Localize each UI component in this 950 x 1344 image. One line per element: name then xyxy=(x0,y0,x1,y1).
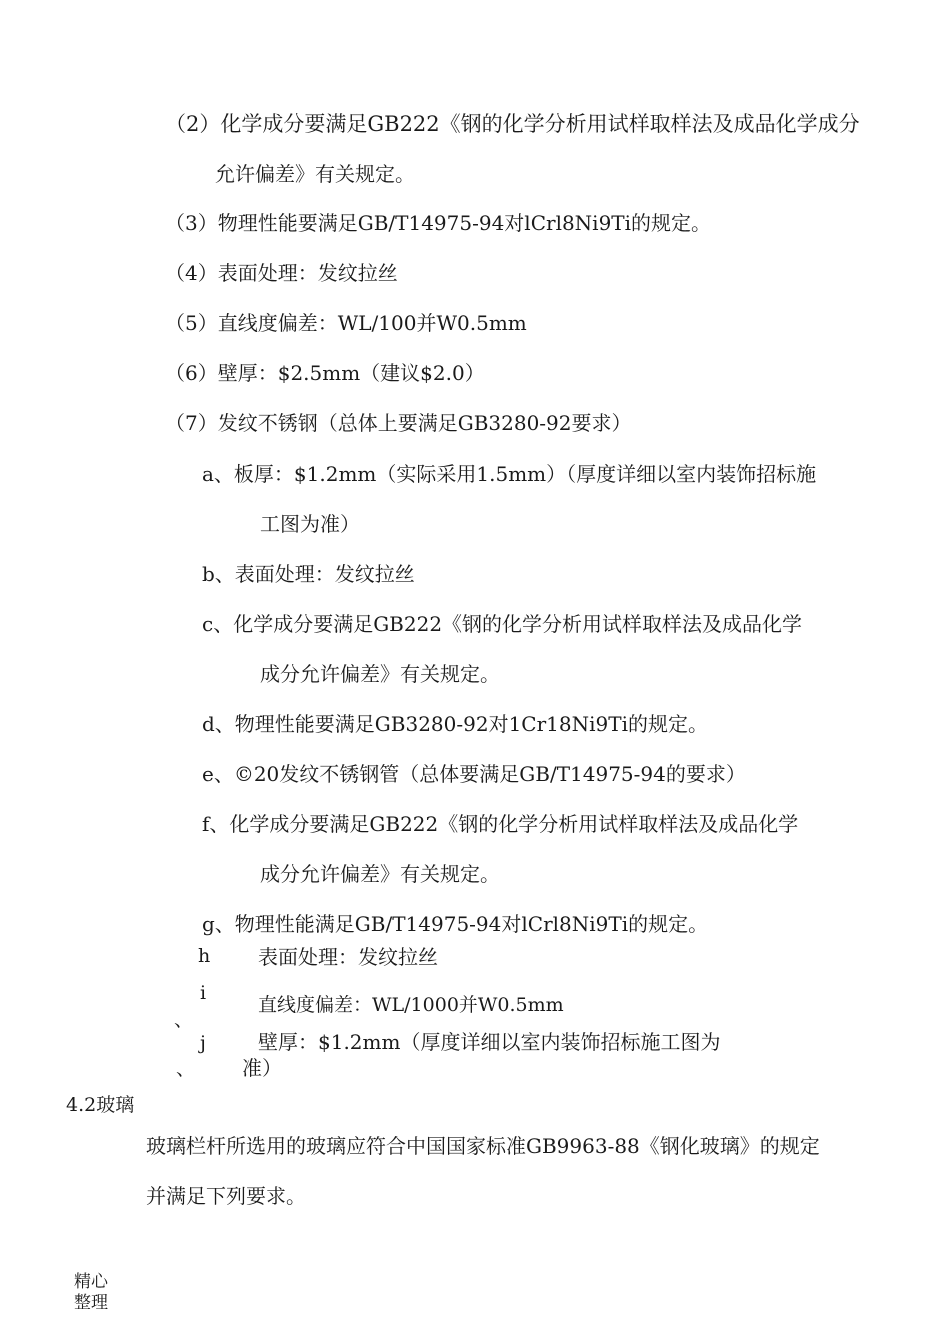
section-paragraph-line1: 玻璃栏杆所选用的玻璃应符合中国国家标准GB9963-88《钢化玻璃》的规定 xyxy=(146,1134,820,1158)
item-2-line2: 允许偏差》有关规定。 xyxy=(215,162,415,186)
subitem-e: e、©20发纹不锈钢管（总体要满足GB/T14975-94的要求） xyxy=(202,762,746,786)
item-4: （4）表面处理：发纹拉丝 xyxy=(165,261,398,285)
item-7: （7）发纹不锈钢（总体上要满足GB3280-92要求） xyxy=(165,411,632,435)
item-3: （3）物理性能要满足GB/T14975-94对lCrl8Ni9Ti的规定。 xyxy=(165,211,712,235)
section-paragraph-line2: 并满足下列要求。 xyxy=(146,1184,306,1208)
subitem-j-mark: 、 xyxy=(176,1058,196,1080)
subitem-f-line1: f、化学成分要满足GB222《钢的化学分析用试样取样法及成品化学 xyxy=(202,812,799,836)
subitem-h-text: 表面处理：发纹拉丝 xyxy=(258,945,438,969)
subitem-j-letter: j xyxy=(200,1032,206,1054)
subitem-a-line1: a、板厚：$1.2mm（实际采用1.5mm）（厚度详细以室内装饰招标施 xyxy=(202,462,817,486)
subitem-h-letter: h xyxy=(198,945,211,967)
subitem-d: d、物理性能要满足GB3280-92对1Cr18Ni9Ti的规定。 xyxy=(202,712,708,736)
item-2-line1: （2）化学成分要满足GB222《钢的化学分析用试样取样法及成品化学成分 xyxy=(165,112,860,136)
subitem-i-mark: 、 xyxy=(174,1009,194,1031)
section-heading: 4.2玻璃 xyxy=(66,1094,135,1116)
subitem-g: g、物理性能满足GB/T14975-94对lCrl8Ni9Ti的规定。 xyxy=(202,912,709,936)
subitem-i-text: 直线度偏差：WL/1000并W0.5mm xyxy=(258,994,564,1016)
footer-line2: 整理 xyxy=(74,1293,108,1313)
subitem-a-line2: 工图为准） xyxy=(260,512,360,536)
subitem-c-line1: c、化学成分要满足GB222《钢的化学分析用试样取样法及成品化学 xyxy=(202,612,803,636)
subitem-c-line2: 成分允许偏差》有关规定。 xyxy=(260,662,500,686)
item-5: （5）直线度偏差：WL/100并W0.5mm xyxy=(165,311,527,335)
subitem-i-letter: i xyxy=(200,982,207,1004)
subitem-b: b、表面处理：发纹拉丝 xyxy=(202,562,415,586)
footer-note xyxy=(74,1272,108,1314)
subitem-j-text2: 准） xyxy=(242,1056,282,1080)
subitem-j-text: 壁厚：$1.2mm（厚度详细以室内装饰招标施工图为 xyxy=(258,1030,721,1054)
subitem-f-line2: 成分允许偏差》有关规定。 xyxy=(260,862,500,886)
footer-line1: 精心 xyxy=(74,1272,108,1292)
item-6: （6）壁厚：$2.5mm（建议$2.0） xyxy=(165,361,485,385)
